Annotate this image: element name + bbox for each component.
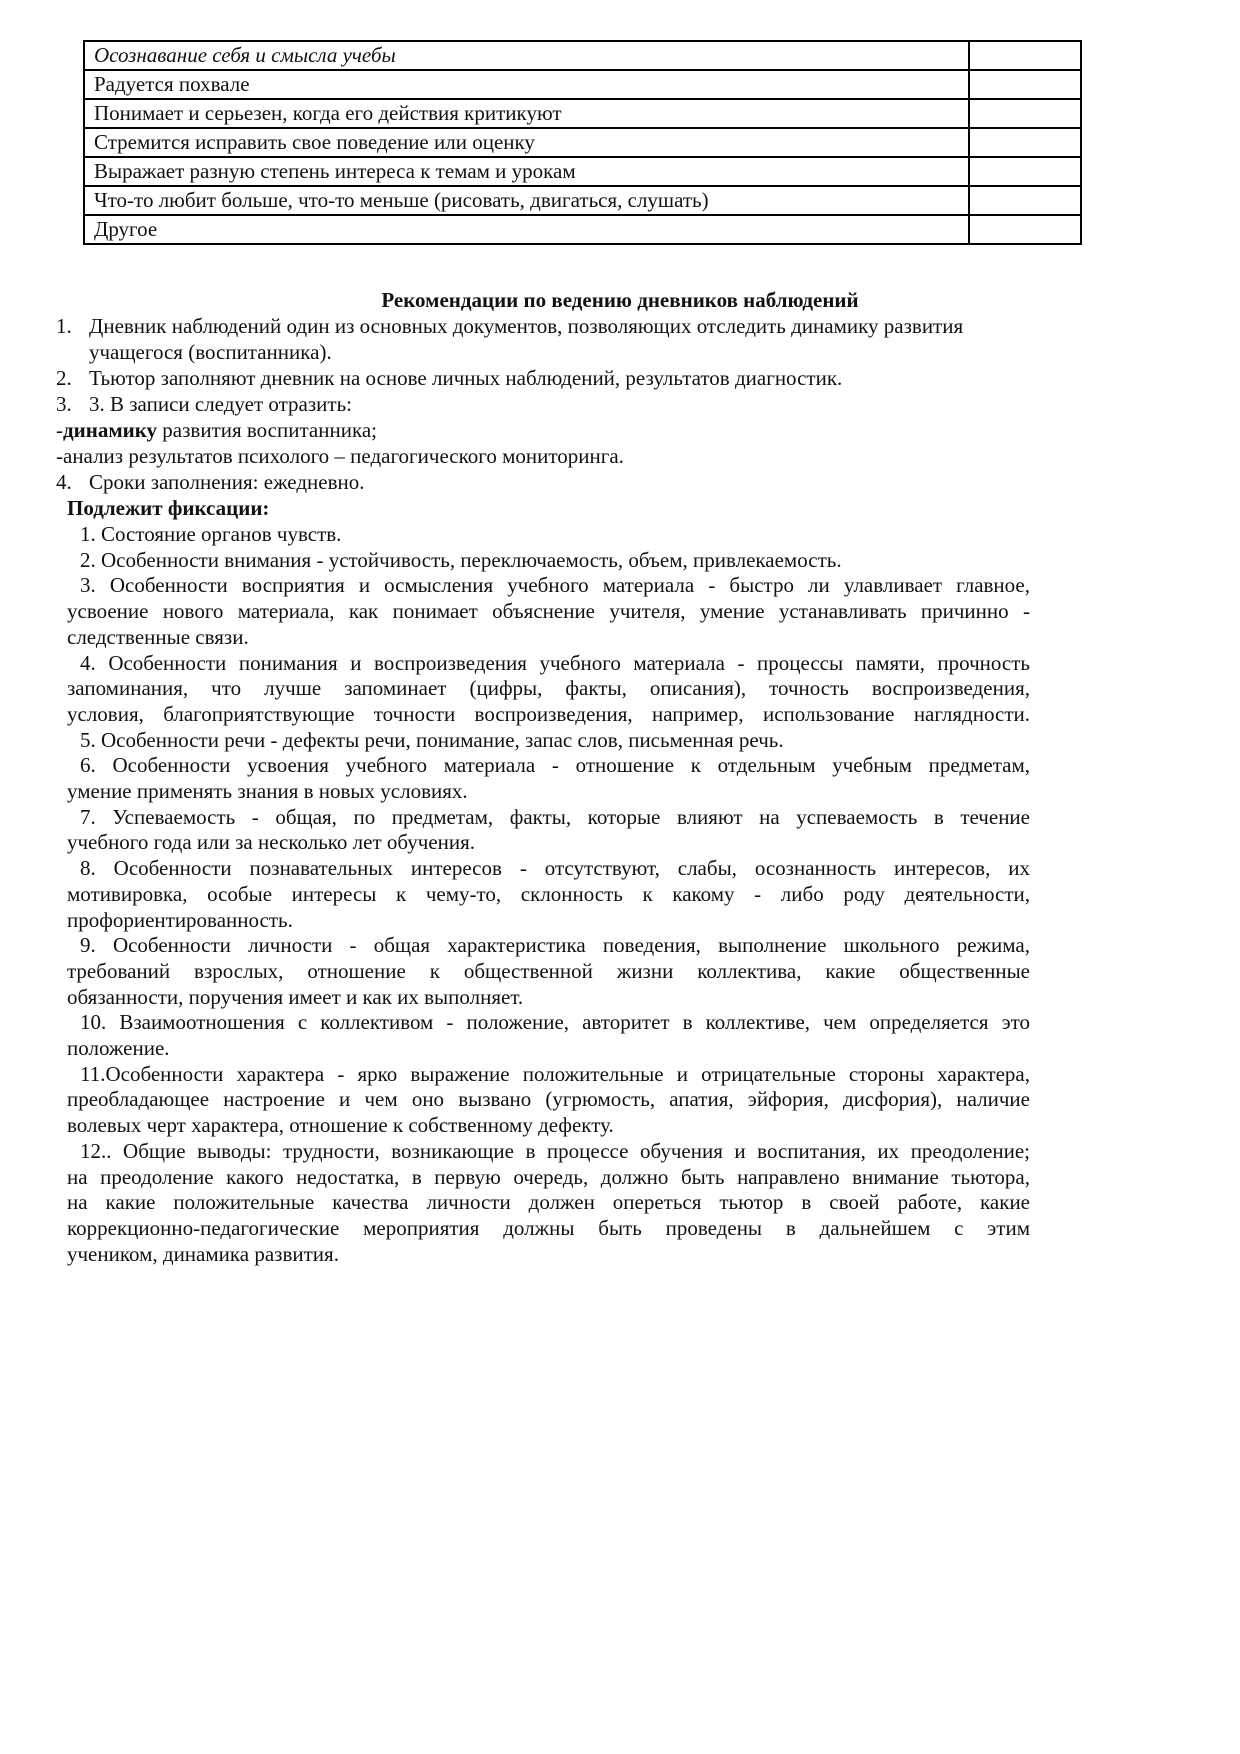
- fixation-line: 5. Особенности речи - дефекты речи, понимание, запас слов, письменная речь.: [80, 728, 784, 752]
- fixation-line: 11.Особенности характера - ярко выражение положительные и отрицательные стороны характера,: [80, 1062, 1030, 1086]
- mark-cell[interactable]: [969, 41, 1081, 70]
- criterion-cell: Другое: [84, 215, 969, 244]
- table-section-header-row: [84, 41, 1081, 70]
- mark-cell[interactable]: [969, 128, 1081, 157]
- list-item-continuation: учащегося (воспитанника).: [89, 340, 332, 364]
- dash-text: анализ результатов психолого – педагогического мониторинга.: [63, 444, 624, 468]
- mark-cell[interactable]: [969, 157, 1081, 186]
- fixation-line: волевых черт характера, отношение к собственному дефекту.: [67, 1113, 614, 1137]
- fixation-line: на преодоление какого недостатка, в первую очередь, должно быть направлено внимание тьютора,: [67, 1165, 1030, 1189]
- fixation-line: следственные связи.: [67, 625, 249, 649]
- section-header-cell: Осознавание себя и смысла учебы: [84, 41, 969, 70]
- criterion-cell: Что-то любит больше, что-то меньше (рисовать, двигаться, слушать): [84, 186, 969, 215]
- list-item: [56, 391, 352, 417]
- list-text: Сроки заполнения: ежедневно.: [89, 470, 365, 494]
- fixation-line: 8. Особенности познавательных интересов - отсутствуют, слабы, осознанность интересов, их: [80, 856, 1030, 880]
- fixation-line: требований взрослых, отношение к общественной жизни коллектива, какие общественные: [67, 959, 1030, 983]
- criterion-cell: Радуется похвале: [84, 70, 969, 99]
- mark-cell[interactable]: [969, 70, 1081, 99]
- fixation-line: 3. Особенности восприятия и осмысления учебного материала - быстро ли улавливает главное,: [80, 573, 1030, 597]
- fixation-line: профориентированность.: [67, 908, 293, 932]
- mark-cell[interactable]: [969, 99, 1081, 128]
- criterion-cell: Понимает и серьезен, когда его действия критикуют: [84, 99, 969, 128]
- fixation-heading: Подлежит фиксации:: [67, 496, 270, 520]
- table-row: [84, 99, 1081, 128]
- dash-text: развития воспитанника;: [157, 418, 377, 442]
- fixation-line: мотивировка, особые интересы к чему-то, склонность к какому - либо роду деятельности,: [67, 882, 1030, 906]
- list-item: [56, 365, 842, 391]
- table-row: [84, 70, 1081, 99]
- fixation-line: учебного года или за несколько лет обучения.: [67, 830, 476, 854]
- mark-cell[interactable]: [969, 215, 1081, 244]
- list-number: 3.: [56, 392, 72, 416]
- table-row: [84, 186, 1081, 215]
- fixation-line: 2. Особенности внимания - устойчивость, переключаемость, объем, привлекаемость.: [80, 548, 842, 572]
- fixation-line: обязанности, поручения имеет и как их выполняет.: [67, 985, 524, 1009]
- fixation-line: 12.. Общие выводы: трудности, возникающие в процессе обучения и воспитания, их преодоление;: [80, 1139, 1030, 1163]
- fixation-line: 7. Успеваемость - общая, по предметам, факты, которые влияют на успеваемость в течение: [80, 805, 1030, 829]
- fixation-line: запоминания, что лучше запоминает (цифры, факты, описания), точность воспроизведения,: [67, 676, 1030, 700]
- dash-item: -анализ результатов психолого – педагогического мониторинга.: [56, 444, 624, 468]
- fixation-line: на какие положительные качества личности должен опереться тьютор в своей работе, какие: [67, 1190, 1030, 1214]
- list-text: Тьютор заполняют дневник на основе личных наблюдений, результатов диагностик.: [89, 366, 843, 390]
- criterion-cell: Стремится исправить свое поведение или оценку: [84, 128, 969, 157]
- table-row: [84, 157, 1081, 186]
- fixation-line: умение применять знания в новых условиях.: [67, 779, 468, 803]
- dash-item: -динамику развития воспитанника;: [56, 418, 377, 442]
- fixation-line: 6. Особенности усвоения учебного материала - отношение к отдельным учебным предметам,: [80, 753, 1030, 777]
- fixation-line: учеником, динамика развития.: [67, 1242, 339, 1266]
- table-row: [84, 215, 1081, 244]
- mark-cell[interactable]: [969, 186, 1081, 215]
- list-number: 1.: [56, 314, 72, 338]
- fixation-line: 4. Особенности понимания и воспроизведения учебного материала - процессы памяти, прочность: [80, 651, 1030, 675]
- fixation-line: 1. Состояние органов чувств.: [80, 522, 342, 546]
- list-number: 4.: [56, 470, 72, 494]
- fixation-line: коррекционно-педагогические мероприятия должны быть проведены в дальнейшем с этим: [67, 1216, 1030, 1240]
- criterion-cell: Выражает разную степень интереса к темам и урокам: [84, 157, 969, 186]
- list-number: 2.: [56, 366, 72, 390]
- fixation-line: положение.: [67, 1036, 170, 1060]
- list-item: [56, 469, 365, 495]
- table-row: [84, 128, 1081, 157]
- fixation-line: условия, благоприятствующие точности воспроизведения, например, использование наглядности.: [67, 702, 1030, 726]
- fixation-line: 10. Взаимоотношения с коллективом - положение, авторитет в коллективе, чем определяется это: [80, 1010, 1030, 1034]
- fixation-line: усвоение нового материала, как понимает объяснение учителя, умение устанавливать причинно -: [67, 599, 1030, 623]
- recommendations-title: Рекомендации по ведению дневников наблюдений: [381, 288, 859, 312]
- list-text: Дневник наблюдений один из основных документов, позволяющих отследить динамику развития: [89, 314, 964, 338]
- observation-table: [83, 40, 1082, 245]
- fixation-line: преобладающее настроение и чем оно вызвано (угрюмость, апатия, эйфория, дисфория), наличие: [67, 1087, 1030, 1111]
- list-item: [56, 313, 963, 339]
- list-text: 3. В записи следует отразить:: [89, 392, 352, 416]
- fixation-line: 9. Особенности личности - общая характеристика поведения, выполнение школьного режима,: [80, 933, 1030, 957]
- bold-term: динамику: [63, 418, 158, 442]
